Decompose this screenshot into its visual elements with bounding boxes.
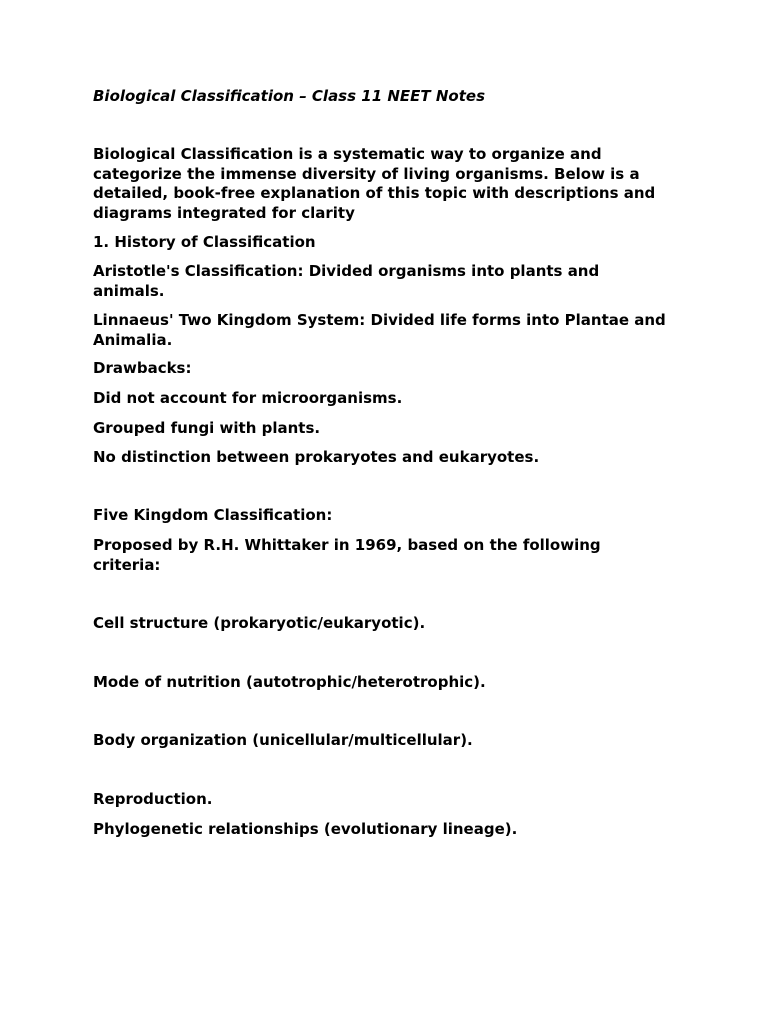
whittaker-paragraph: Proposed by R.H. Whittaker in 1969, based on the following criteria: bbox=[93, 536, 601, 574]
linnaeus-paragraph: Linnaeus' Two Kingdom System: Divided life forms into Plantae and Animalia. bbox=[93, 311, 666, 349]
drawbacks-heading: Drawbacks: bbox=[93, 359, 192, 377]
drawback-item: Grouped fungi with plants. bbox=[93, 419, 321, 437]
criteria-item: Phylogenetic relationships (evolutionary lineage). bbox=[93, 820, 518, 838]
document-title: Biological Classification – Class 11 NEET Notes bbox=[93, 87, 485, 105]
section-heading-history: 1. History of Classification bbox=[93, 233, 316, 251]
criteria-item: Body organization (unicellular/multicellular). bbox=[93, 731, 473, 749]
aristotle-paragraph: Aristotle's Classification: Divided organisms into plants and animals. bbox=[93, 262, 600, 300]
criteria-item: Mode of nutrition (autotrophic/heterotrophic). bbox=[93, 673, 486, 691]
drawback-item: Did not account for microorganisms. bbox=[93, 389, 403, 407]
five-kingdom-heading: Five Kingdom Classification: bbox=[93, 506, 333, 524]
criteria-item: Cell structure (prokaryotic/eukaryotic). bbox=[93, 614, 426, 632]
drawback-item: No distinction between prokaryotes and eukaryotes. bbox=[93, 448, 540, 466]
intro-paragraph: Biological Classification is a systematic way to organize and categorize the immense diversity of living organisms. Below is a detailed, book-free explanation of this topic with descriptions and diagrams integrated for clarity bbox=[93, 145, 656, 222]
criteria-item: Reproduction. bbox=[93, 790, 213, 808]
